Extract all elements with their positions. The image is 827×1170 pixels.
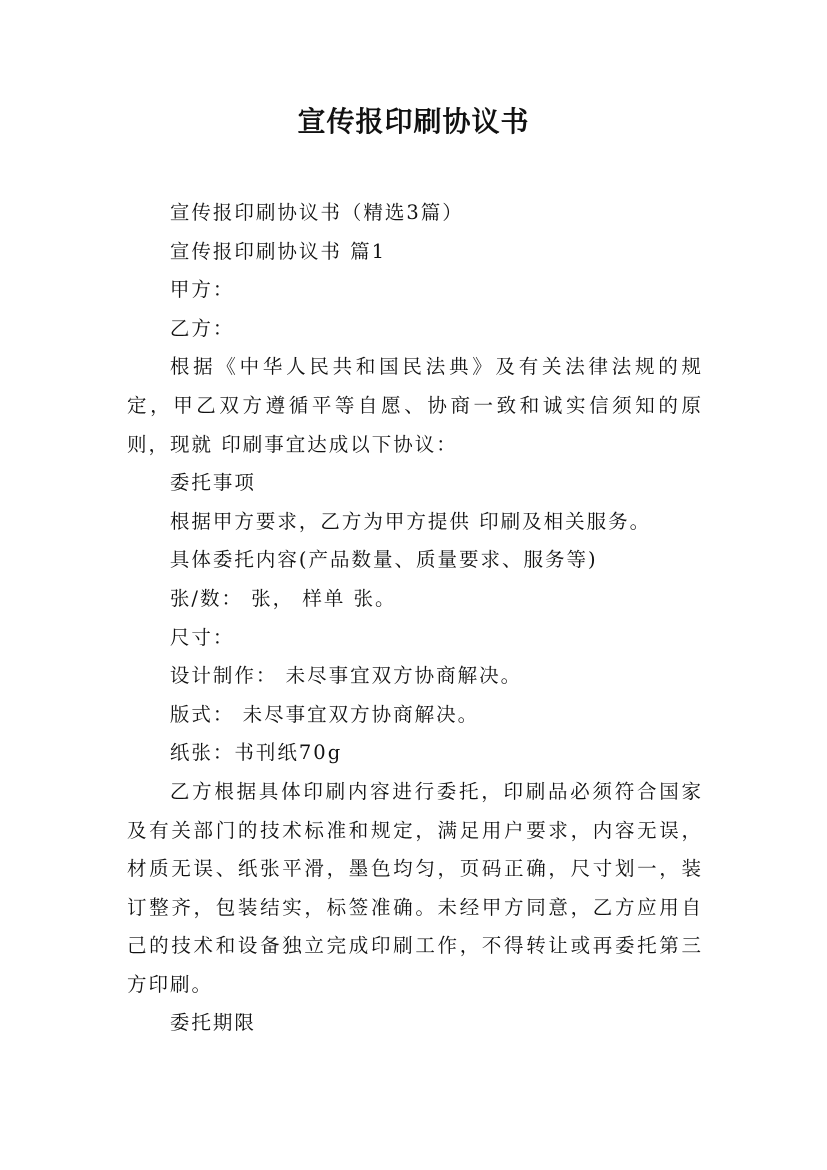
clause-heading-entrusted-items: 委托事项 bbox=[169, 471, 256, 495]
party-a-line: 甲方： bbox=[169, 278, 235, 302]
paper-line: 纸张：书刊纸70g bbox=[169, 741, 343, 765]
content-details-line: 具体委托内容(产品数量、质量要求、服务等) bbox=[169, 548, 598, 572]
design-line: 设计制作： 未尽事宜双方协商解决。 bbox=[169, 664, 523, 688]
quality-requirements-paragraph: 乙方根据具体印刷内容进行委托，印刷品必须符合国家及有关部门的技术标准和规定，满足用户要求，内容无误，材质无误、纸张平滑，墨色均匀，页码正确，尺寸划一，装订整齐，包装结实，标签准确。未经甲方同意，乙方应用自己的技术和设备独立完成印刷工作，不得转让或再委托第三方印刷。 bbox=[127, 779, 703, 996]
document-title: 宣传报印刷协议书 bbox=[297, 105, 530, 138]
quantity-line: 张/数： 张， 样单 张。 bbox=[169, 586, 397, 610]
legal-basis-paragraph: 根据《中华人民共和国民法典》及有关法律法规的规定，甲乙双方遵循平等自愿、协商一致和诚实信须知的原则，现就 印刷事宜达成以下协议： bbox=[127, 355, 703, 456]
party-b-line: 乙方： bbox=[169, 316, 235, 340]
layout-line: 版式： 未尽事宜双方协商解决。 bbox=[169, 702, 480, 726]
section-heading: 宣传报印刷协议书 篇1 bbox=[169, 239, 386, 263]
size-line: 尺寸： bbox=[169, 625, 235, 649]
subtitle-paragraph: 宣传报印刷协议书（精选3篇） bbox=[169, 201, 464, 224]
clause-heading-entrusted-period: 委托期限 bbox=[169, 1011, 256, 1035]
service-paragraph: 根据甲方要求，乙方为甲方提供 印刷及相关服务。 bbox=[169, 509, 652, 533]
document-body bbox=[127, 194, 703, 1043]
